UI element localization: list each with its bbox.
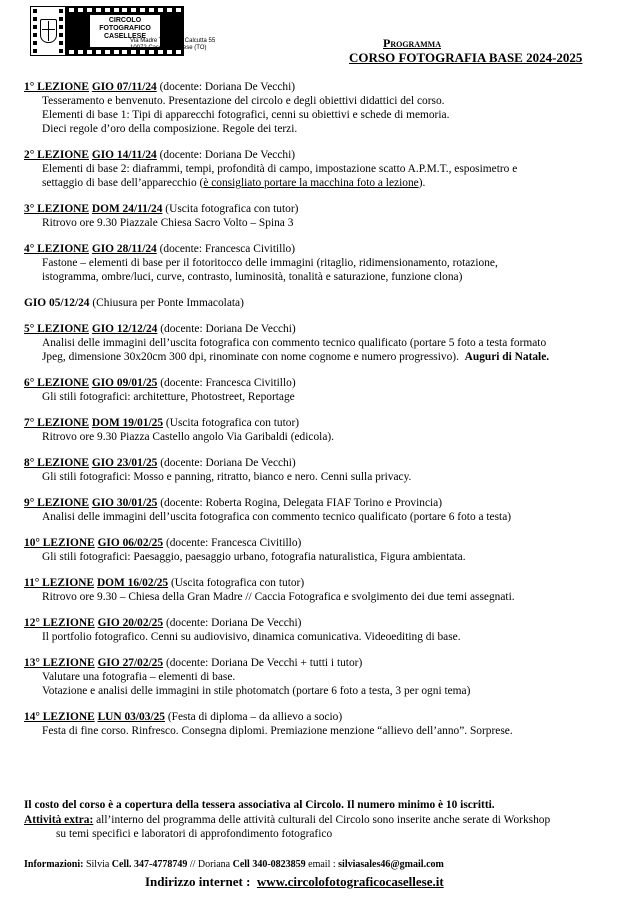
lesson-8: 8° LEZIONE GIO 23/01/25 (docente: Doriana De Vecchi) Gli stili fotografici: Mosso e panning, ritratto, bianco e nero. Cenni sulla privacy.: [24, 457, 412, 483]
extra-activities: Attività extra: all’interno del programma delle attività culturali del Circolo sono inserite anche serate di Workshop su temi specifici e laboratori di approfondimento fotografico: [24, 814, 551, 840]
logo-club-name: CIRCOLO FOTOGRAFICO CASELLESE: [90, 15, 160, 47]
cost-note: Il costo del corso è a copertura della tessera associativa al Circolo. Il numero minimo è 10 iscritti.: [24, 799, 495, 811]
club-logo: [30, 6, 230, 56]
lesson-14: 14° LEZIONE LUN 03/03/25 (Festa di diploma – da allievo a socio) Festa di fine corso. Rinfresco. Consegna diplomi. Premiazione menzione “allievo dell’anno”. Sorprese.: [24, 711, 513, 737]
email-link[interactable]: silviasales46@gmail.com: [338, 859, 444, 870]
lesson-5: 5° LEZIONE GIO 12/12/24 (docente: Doriana De Vecchi) Analisi delle immagini dell’uscita fotografica con commento tecnico qualificato (portare 5 foto a testa formato Jpeg, dimensione 30x20cm 300 dpi, rinominate con nome cognome e numero progressivo). Auguri di Natale.: [24, 323, 550, 363]
lesson-7: 7° LEZIONE DOM 19/01/25 (Uscita fotografica con tutor) Ritrovo ore 9.30 Piazza Castello angolo Via Garibaldi (edicola).: [24, 417, 335, 443]
lesson-2: 2° LEZIONE GIO 14/11/24 (docente: Doriana De Vecchi) Elementi di base 2: diaframmi, tempi, profondità di campo, impostazione scatto A.P.M.T., esposimetro e settaggio di base dell’apparecchio (è consigliato portare la macchina foto a lezione).: [24, 149, 518, 189]
shield-emblem-icon: [30, 6, 66, 56]
lesson-list: [24, 80, 614, 750]
website-line: Indirizzo internet : www.circolofotograficocasellese.it: [145, 874, 444, 889]
logo-address: Via Madre Teresa di Calcutta 55 10072 Caselle Torinese (TO): [130, 38, 216, 51]
extra-label: Attività extra:: [24, 814, 94, 826]
lesson-13: 13° LEZIONE GIO 27/02/25 (docente: Doriana De Vecchi + tutti i tutor) Valutare una fotografia – elementi di base. Votazione e analisi delle immagini in stile photomatch (portare 6 foto a testa, 3 per ogni tema): [24, 657, 471, 697]
lesson-6: 6° LEZIONE GIO 09/01/25 (docente: Francesca Civitillo) Gli stili fotografici: architetture, Photostreet, Reportage: [24, 377, 296, 403]
lesson-4: 4° LEZIONE GIO 28/11/24 (docente: Francesca Civitillo) Fastone – elementi di base per il fotoritocco delle immagini (ritaglio, ridimensionamento, rotazione, istogramma, ombre/luci, curve, contrasto, luminosità, tonalità e saturazione, funzione clona): [24, 243, 498, 283]
programma-heading: Programma: [383, 36, 441, 50]
course-title: CORSO FOTOGRAFIA BASE 2024-2025: [349, 50, 583, 65]
lesson-3: 3° LEZIONE DOM 24/11/24 (Uscita fotografica con tutor) Ritrovo ore 9.30 Piazzale Chiesa Sacro Volto – Spina 3: [24, 203, 299, 229]
lesson-9: 9° LEZIONE GIO 30/01/25 (docente: Roberta Rogina, Delegata FIAF Torino e Provincia) Analisi delle immagini dell’uscita fotografica con commento tecnico qualificato (portare 6 foto a testa): [24, 497, 512, 523]
lesson-11: 11° LEZIONE DOM 16/02/25 (Uscita fotografica con tutor) Ritrovo ore 9.30 – Chiesa della Gran Madre // Caccia Fotografica e svolgimento dei due temi assegnati.: [24, 577, 515, 603]
lesson-12: 12° LEZIONE GIO 20/02/25 (docente: Doriana De Vecchi) Il portfolio fotografico. Cenni su audiovisivo, dinamica comunicativa. Videoediting di base.: [24, 617, 461, 643]
holiday-closure: GIO 05/12/24 (Chiusura per Ponte Immacolata): [24, 297, 244, 309]
website-link[interactable]: www.circolofotograficocasellese.it: [256, 874, 444, 889]
lesson-10: 10° LEZIONE GIO 06/02/25 (docente: Francesca Civitillo) Gli stili fotografici: Paesaggio, paesaggio urbano, fotografia naturalistica, Figura ambientata.: [24, 537, 466, 563]
lesson-1: 1° LEZIONE GIO 07/11/24 (docente: Doriana De Vecchi) Tesseramento e benvenuto. Presentazione del circolo e degli obiettivi didattici del corso. Elementi di base 1: Tipi di apparecchi fotografici, cenni su obiettivi e schede di memoria. Dieci regole d’oro della composizione. Regole dei terzi.: [24, 81, 450, 135]
contact-info: Informazioni: Silvia Cell. 347-4778749 // Doriana Cell 340-0823859 email : silviasales46@gmail.com: [24, 859, 444, 870]
